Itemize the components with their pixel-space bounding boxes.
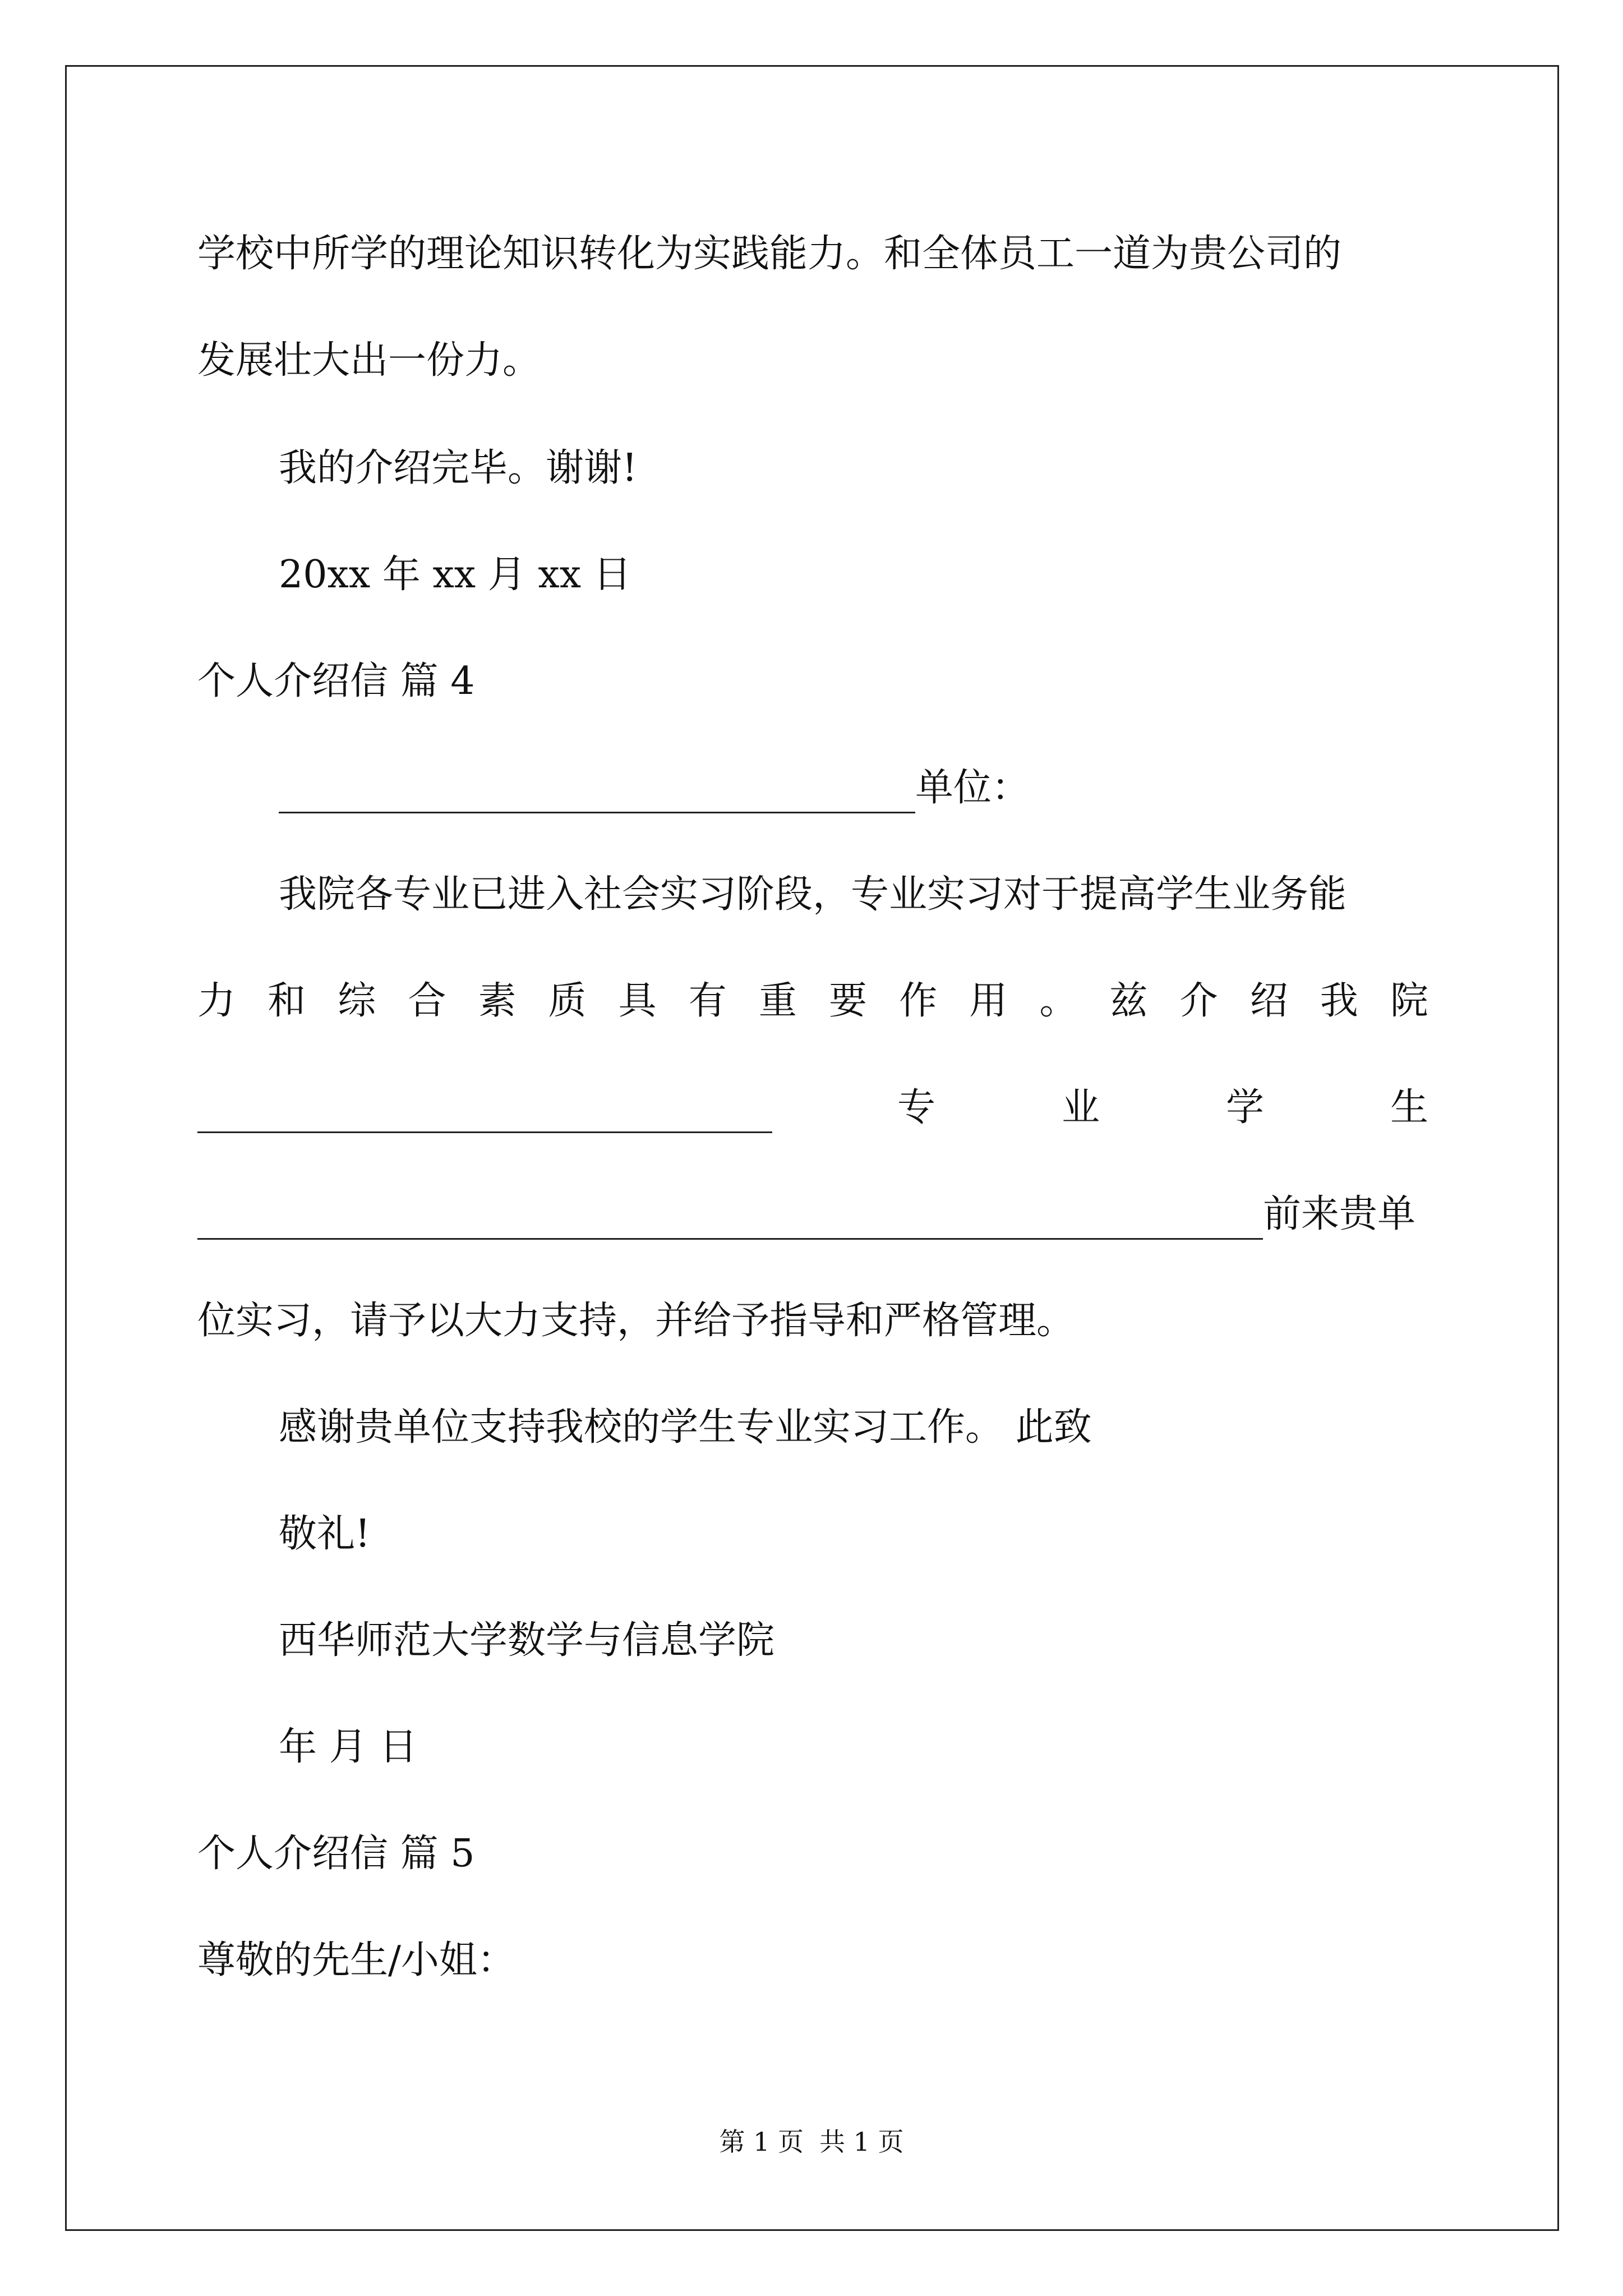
justified-char: 院: [1390, 979, 1428, 1023]
justified-char: 合: [408, 979, 446, 1023]
page-number: 第 1 页: [719, 2127, 804, 2157]
closing-salute: 敬礼!: [279, 1512, 371, 1556]
justified-char: 质: [548, 979, 587, 1023]
student-blank-line: [197, 1189, 1415, 1240]
justified-char: 业: [1061, 1085, 1100, 1130]
student-blank: [197, 1199, 1263, 1240]
justified-char: 力: [197, 979, 236, 1023]
paragraph-line: 感谢贵单位支持我校的学生专业实习工作。 此致: [279, 1405, 1092, 1450]
justified-char: 素: [478, 979, 517, 1023]
page-footer: [0, 2125, 1623, 2159]
date-line: 年 月 日: [279, 1725, 418, 1769]
page-border: [65, 65, 1559, 2231]
unit-label: 单位：: [915, 766, 1030, 810]
justified-char: 专: [897, 1085, 936, 1130]
unit-blank: [279, 772, 915, 813]
justified-char: 具: [618, 979, 657, 1023]
justified-char: 兹: [1109, 979, 1148, 1023]
unit-line: [279, 763, 1030, 813]
justified-char: 作: [899, 979, 938, 1023]
justified-char: 介: [1179, 979, 1218, 1023]
signature: 西华师范大学数学与信息学院: [279, 1618, 775, 1663]
major-blank: [197, 1092, 772, 1133]
section-heading-5: 个人介绍信 篇 5: [197, 1832, 475, 1876]
date-line: 20xx 年 xx 月 xx 日: [279, 553, 631, 597]
justified-line: [897, 1083, 1428, 1133]
justified-char: 。: [1039, 979, 1078, 1023]
major-blank-line: [197, 1083, 772, 1133]
justified-char: 要: [828, 979, 867, 1023]
justified-char: 综: [338, 979, 376, 1023]
justified-char: 学: [1225, 1085, 1264, 1130]
paragraph-line: 学校中所学的理论知识转化为实践能力。和全体员工一道为贵公司的: [197, 232, 1342, 276]
paragraph-line: 发展壮大出一份力。: [197, 338, 541, 383]
justified-char: 我: [1320, 979, 1358, 1023]
justified-char: 用: [969, 979, 1008, 1023]
justified-char: 重: [758, 979, 797, 1023]
justified-char: 生: [1390, 1085, 1428, 1130]
paragraph-line-end: 前来贵单: [1263, 1192, 1416, 1236]
section-heading-4: 个人介绍信 篇 4: [197, 659, 475, 703]
paragraph-line: 我院各专业已进入社会实习阶段，专业实习对于提高学生业务能: [279, 872, 1347, 917]
justified-char: 有: [688, 979, 727, 1023]
salutation: 尊敬的先生/小姐：: [197, 1938, 515, 1982]
paragraph-line: 位实习，请予以大力支持，并给予指导和严格管理。: [197, 1299, 1075, 1343]
justified-char: 绍: [1249, 979, 1288, 1023]
justified-line: [197, 976, 1428, 1027]
closing-remark: 我的介绍完毕。谢谢!: [279, 446, 638, 490]
page-total: 共 1 页: [819, 2127, 904, 2157]
justified-char: 和: [268, 979, 306, 1023]
